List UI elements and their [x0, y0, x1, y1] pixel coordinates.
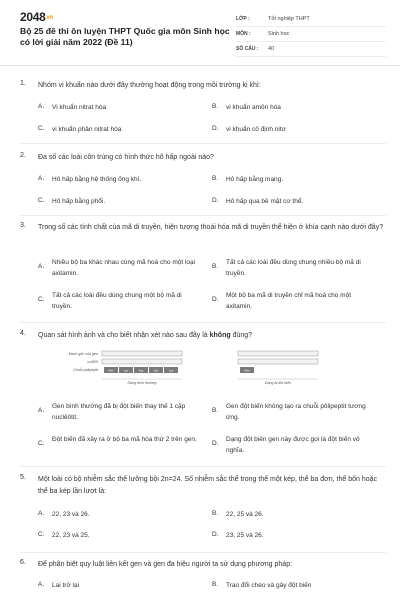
question-number: 5.	[20, 474, 26, 481]
option-d[interactable]	[212, 435, 382, 456]
option-d[interactable]	[212, 125, 382, 136]
option-a[interactable]	[38, 402, 208, 423]
divider	[20, 552, 386, 553]
divider	[20, 215, 386, 216]
option-letter: A.	[38, 263, 45, 270]
option-b[interactable]	[212, 175, 382, 186]
meta-key: MÔN :	[236, 31, 251, 37]
question-number: 3.	[20, 222, 26, 229]
option-letter: A.	[38, 581, 45, 588]
codon-label: Lys	[123, 368, 129, 373]
option-text: Dạng đột biến gen này được gọi là đột biến vô nghĩa.	[226, 436, 360, 454]
question-number: 4.	[20, 330, 26, 337]
option-b[interactable]	[212, 581, 382, 592]
option-letter: A.	[38, 103, 45, 110]
option-a[interactable]	[38, 581, 208, 592]
option-c[interactable]	[38, 435, 208, 447]
option-letter: A.	[38, 175, 45, 182]
question-text	[38, 330, 388, 342]
question-number: 1.	[20, 80, 26, 87]
option-letter: B.	[212, 175, 219, 182]
option-letter: B.	[212, 407, 219, 414]
normal-polypeptide	[104, 367, 178, 373]
question-text: Để phân biệt quy luật liên kết gen và gen đa hiệu người ta sử dụng phương pháp:	[38, 561, 293, 568]
option-b[interactable]	[212, 103, 382, 114]
option-letter: D.	[212, 125, 219, 132]
logo-text: 2048	[20, 10, 46, 24]
diagram-caption-normal: Dạng bình thường	[127, 381, 157, 385]
question-text: Đa số các loài côn trùng có hình thức hô hấp ngoài nào?	[38, 154, 214, 161]
option-text: vi khuẩn amôn hóa	[226, 104, 281, 111]
diagram-caption-mutant: Dạng bị đột biến	[264, 381, 292, 385]
normal-gene	[102, 351, 182, 364]
meta-value: 40	[268, 46, 275, 52]
option-text: Hô hấp bằng hệ thống ống khí.	[52, 176, 142, 183]
option-d[interactable]	[212, 531, 382, 542]
divider	[20, 322, 386, 323]
option-letter: D.	[212, 197, 219, 204]
option-a[interactable]	[38, 175, 208, 186]
question-text: Nhóm vi khuẩn nào dưới đây thường hoạt động trong môi trường kị khí:	[38, 82, 261, 89]
document-title: Bộ 25 đề thi ôn luyện THPT Quốc gia môn Sinh học có lời giải năm 2022 (Đề 11)	[20, 26, 230, 47]
dna-strand	[102, 351, 182, 356]
option-b[interactable]	[212, 510, 382, 521]
option-letter: D.	[212, 296, 219, 303]
meta-row-count	[236, 42, 386, 57]
meta-row-class	[236, 12, 386, 27]
option-text: Tất cả các loài đều dùng chung nhiều bộ mã di truyền.	[226, 259, 361, 277]
question-text-part: đúng?	[230, 332, 253, 339]
question-text-emphasis: không	[209, 332, 231, 339]
meta-row-subject	[236, 27, 386, 42]
option-text: Hô hấp bằng phổi.	[52, 198, 106, 205]
option-text: vi khuẩn cố định nitơ	[226, 126, 286, 133]
mrna-strand	[102, 359, 182, 364]
option-text: Gen đột biến không tạo ra chuỗi pôlipeptit tương ứng.	[226, 403, 366, 421]
option-c[interactable]	[38, 197, 208, 208]
diagram-row-label: mARN	[87, 360, 98, 364]
option-text: Đột biến đã xảy ra ở bộ ba mã hóa thứ 2 trên gen.	[52, 436, 197, 443]
meta-key: SỐ CÂU :	[236, 46, 259, 52]
option-letter: B.	[212, 103, 219, 110]
divider	[20, 143, 386, 144]
question-number: 6.	[20, 559, 26, 566]
logo-suffix: vn	[46, 14, 53, 21]
meta-value: Sinh học	[268, 31, 290, 37]
option-text: Hô hấp bằng mang.	[226, 176, 284, 183]
option-text: Hô hấp qua bề mặt cơ thể.	[226, 198, 304, 205]
option-letter: C.	[38, 296, 45, 303]
codon-label: Arg	[138, 368, 144, 373]
option-letter: C.	[38, 125, 45, 132]
option-letter: C.	[38, 197, 45, 204]
site-logo[interactable]	[20, 10, 53, 24]
dna-strand	[238, 351, 318, 356]
option-d[interactable]	[212, 197, 382, 208]
option-text: Trao đổi chéo và gây đột biến	[226, 582, 312, 589]
mutant-gene	[238, 351, 318, 364]
option-text: Vi khuẩn nitrat hóa	[52, 104, 107, 111]
option-a[interactable]	[38, 258, 208, 279]
question-text: Trong số các tính chất của mã di truyền, hiện tượng thoái hóa mã di truyền thể hiện ở khía cạnh nào dưới đây?	[38, 224, 384, 231]
document-meta	[236, 12, 386, 57]
option-text: 22, 23 và 26.	[52, 511, 90, 518]
option-text: Tất cả các loài đều dùng chung một bộ mã di truyền.	[52, 292, 182, 310]
codon-label: Met	[108, 368, 114, 373]
mutation-diagram	[60, 348, 360, 390]
option-text: vi khuẩn phản nitrat hóa	[52, 126, 122, 133]
option-text: 22, 25 và 26.	[226, 511, 264, 518]
option-letter: A.	[38, 407, 45, 414]
option-text: 22, 23 và 25.	[52, 532, 90, 539]
option-letter: B.	[212, 263, 219, 270]
mutant-polypeptide	[240, 367, 254, 373]
option-text: Nhiều bộ ba khác nhau cùng mã hoá cho một loại axitamin.	[52, 259, 196, 277]
option-text: Một bộ ba mã di truyền chỉ mã hoá cho một axitamin.	[226, 292, 352, 310]
codon-label: Lys	[168, 368, 174, 373]
option-letter: C.	[38, 531, 45, 538]
option-a[interactable]	[38, 510, 208, 521]
option-b[interactable]	[212, 402, 382, 423]
meta-value: Tốt nghiệp THPT	[268, 16, 310, 22]
question-text: Một loài có bộ nhiễm sắc thể lưỡng bội 2n=24. Số nhiễm sắc thể trong thể một kép, thể ba đơn, thể bốn hoặc thể ba kép lần lượt là:	[38, 476, 377, 495]
mrna-strand	[238, 359, 318, 364]
option-d[interactable]	[212, 291, 382, 312]
option-text: Gen bình thường đã bị đột biến thay thế 1 cặp nuclêôtit.	[52, 403, 186, 421]
divider	[20, 466, 386, 467]
question-number: 2.	[20, 152, 26, 159]
option-letter: D.	[212, 440, 219, 447]
option-letter: A.	[38, 510, 45, 517]
option-text: Lai trở lại	[52, 582, 80, 589]
option-letter: C.	[38, 440, 45, 447]
option-letter: B.	[212, 510, 219, 517]
option-text: 23, 25 và 26.	[226, 532, 264, 539]
diagram-row-label: Chuỗi pôlipeptit	[73, 368, 98, 372]
option-letter: D.	[212, 531, 219, 538]
option-letter: B.	[212, 581, 219, 588]
document-header	[0, 0, 400, 66]
option-c[interactable]	[38, 125, 208, 136]
question-text-part: Quan sát hình ảnh và cho biết nhận xét nào sau đây là	[38, 332, 210, 339]
option-c[interactable]	[38, 531, 208, 542]
meta-key: LỚP :	[236, 16, 250, 22]
codon-label: Gly	[153, 368, 159, 373]
option-c[interactable]	[38, 291, 208, 312]
option-a[interactable]	[38, 103, 208, 114]
diagram-row-label: Mạch gốc của gen	[68, 352, 98, 356]
codon-label: Met	[244, 368, 250, 373]
option-b[interactable]	[212, 258, 382, 279]
